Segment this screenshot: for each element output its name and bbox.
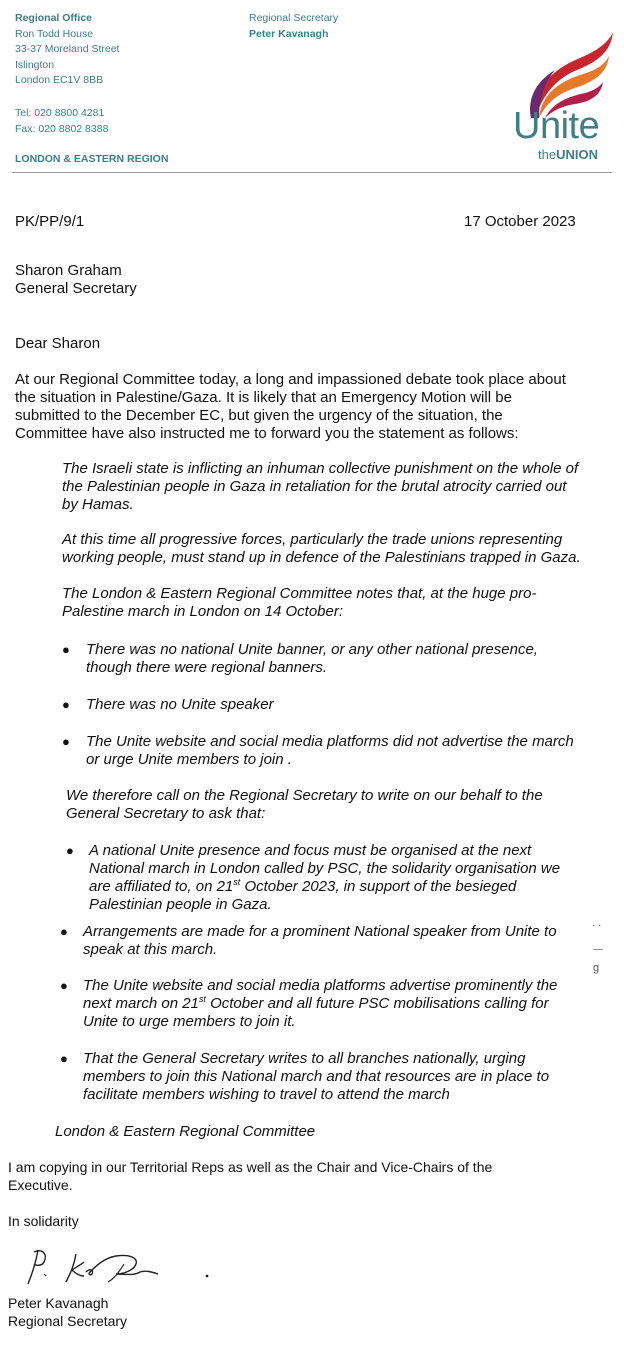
- reference: PK/PP/9/1: [15, 213, 85, 230]
- ask-line: facilitate members wishing to travel to attend the march: [83, 1086, 450, 1103]
- margin-mark: —: [593, 944, 603, 955]
- address-line: 33-37 Moreland Street: [15, 43, 120, 55]
- note-line: The Unite website and social media platforms did not advertise the march: [86, 733, 574, 750]
- statement-signoff: London & Eastern Regional Committee: [55, 1123, 316, 1140]
- sender-name: Peter Kavanagh: [8, 1295, 109, 1311]
- statement-line: The London & Eastern Regional Committee notes that, at the huge pro-: [62, 585, 537, 602]
- note-line: There was no Unite speaker: [86, 696, 274, 713]
- margin-mark: g: [593, 962, 600, 974]
- contact-block: [15, 106, 108, 137]
- copy-line: Executive.: [8, 1177, 73, 1193]
- ask-line: [89, 878, 560, 896]
- ask-item: [89, 842, 560, 914]
- fax: Fax: 020 8802 8388: [15, 122, 109, 135]
- ask-line: National march in London called by PSC, the solidarity organisation we: [89, 860, 561, 877]
- statement-line: the Palestinian people in Gaza in retaliation for the brutal atrocity carried out: [62, 478, 567, 495]
- sender-block: [8, 1294, 127, 1330]
- address-line: Ron Todd House: [15, 27, 94, 40]
- office-address-block: [15, 11, 119, 89]
- statement-paragraph-2: [62, 531, 581, 567]
- copy-line: I am copying in our Territorial Reps as well as the Chair and Vice-Chairs of the: [8, 1159, 493, 1175]
- ask-line: [83, 995, 557, 1013]
- unite-logo: [505, 30, 617, 165]
- statement-line: Palestine march in London on 14 October:: [62, 603, 344, 620]
- secretary-title: Regional Secretary: [249, 12, 339, 24]
- ordinal-suffix: st: [233, 877, 241, 887]
- region-name: LONDON & EASTERN REGION: [15, 153, 169, 165]
- call-line: General Secretary to ask that:: [66, 805, 266, 822]
- bullet-icon: ●: [60, 924, 68, 939]
- ordinal-suffix: st: [198, 994, 206, 1004]
- recipient-title: General Secretary: [15, 280, 137, 297]
- statement-paragraph-1: [62, 460, 578, 514]
- telephone: Tel: 020 8800 4281: [15, 107, 105, 119]
- address-line: London EC1V 8BB: [15, 74, 104, 86]
- bullet-icon: ●: [66, 843, 74, 858]
- ask-line: Arrangements are made for a prominent National speaker from Unite to: [83, 923, 557, 940]
- bullet-icon: ●: [60, 1051, 68, 1066]
- intro-paragraph: [15, 371, 615, 443]
- statement-line: At this time all progressive forces, particularly the trade unions representing: [62, 531, 563, 548]
- intro-line: the situation in Palestine/Gaza. It is likely that an Emergency Motion will be: [15, 389, 512, 406]
- secretary-block: [249, 11, 338, 42]
- bullet-icon: ●: [62, 697, 70, 712]
- note-line: or urge Unite members to join .: [86, 751, 292, 768]
- call-paragraph: [66, 787, 543, 823]
- recipient-name: Sharon Graham: [15, 262, 122, 279]
- ask-item: [83, 977, 557, 1031]
- ask-line: members to join this National march and that resources are in place to: [83, 1068, 550, 1085]
- note-line: There was no national Unite banner, or any other national presence,: [86, 641, 538, 658]
- bullet-icon: ●: [62, 642, 70, 657]
- intro-line: At our Regional Committee today, a long and impassioned debate took place about: [15, 371, 566, 388]
- margin-mark: · ·: [592, 920, 602, 931]
- ask-line: A national Unite presence and focus must be organised at the next: [89, 842, 532, 859]
- logo-sub-the: the: [538, 147, 557, 162]
- office-title: Regional Office: [15, 12, 93, 24]
- note-item: [86, 641, 538, 677]
- statement-paragraph-3: [62, 585, 536, 621]
- ask-item: [83, 1050, 549, 1104]
- statement-line: by Hamas.: [62, 496, 134, 513]
- ask-line: That the General Secretary writes to all branches nationally, urging: [83, 1050, 526, 1067]
- ask-text: October 2023, in support of the besieged: [240, 878, 517, 895]
- logo-subtitle: [538, 147, 598, 162]
- letter-date: 17 October 2023: [464, 213, 576, 230]
- copy-paragraph: [8, 1158, 492, 1194]
- ask-line: speak at this march.: [83, 941, 218, 958]
- sender-title: Regional Secretary: [8, 1313, 128, 1329]
- ask-text: are affiliated to, on 21: [89, 878, 234, 895]
- note-item: [86, 733, 574, 769]
- signature: [12, 1244, 217, 1296]
- ask-line: The Unite website and social media platforms advertise prominently the: [83, 977, 558, 994]
- ask-line: Palestinian people in Gaza.: [89, 896, 272, 913]
- statement-line: The Israeli state is inflicting an inhuman collective punishment on the whole of: [62, 460, 579, 477]
- ask-text: October and all future PSC mobilisations calling for: [205, 995, 549, 1012]
- ask-text: next march on 21: [83, 995, 199, 1012]
- note-item: [86, 696, 274, 714]
- statement-line: working people, must stand up in defence of the Palestinians trapped in Gaza.: [62, 549, 581, 566]
- header-divider: [12, 172, 612, 173]
- intro-line: Committee have also instructed me to forward you the statement as follows:: [15, 425, 519, 442]
- logo-wordmark: Unite: [513, 105, 600, 147]
- address-line: Islington: [15, 58, 55, 71]
- bullet-icon: ●: [62, 734, 70, 749]
- salutation: Dear Sharon: [15, 335, 101, 352]
- intro-line: submitted to the December EC, but given the urgency of the situation, the: [15, 407, 503, 424]
- secretary-name: Peter Kavanagh: [249, 27, 329, 40]
- logo-sub-union: UNION: [556, 147, 598, 162]
- recipient-block: [15, 262, 137, 298]
- closing-solidarity: In solidarity: [8, 1213, 79, 1229]
- bullet-icon: ●: [60, 978, 68, 993]
- note-line: though there were regional banners.: [86, 659, 327, 676]
- call-line: We therefore call on the Regional Secretary to write on our behalf to the: [66, 787, 543, 804]
- ask-line: Unite to urge members to join it.: [83, 1013, 296, 1030]
- ask-item: [83, 923, 557, 959]
